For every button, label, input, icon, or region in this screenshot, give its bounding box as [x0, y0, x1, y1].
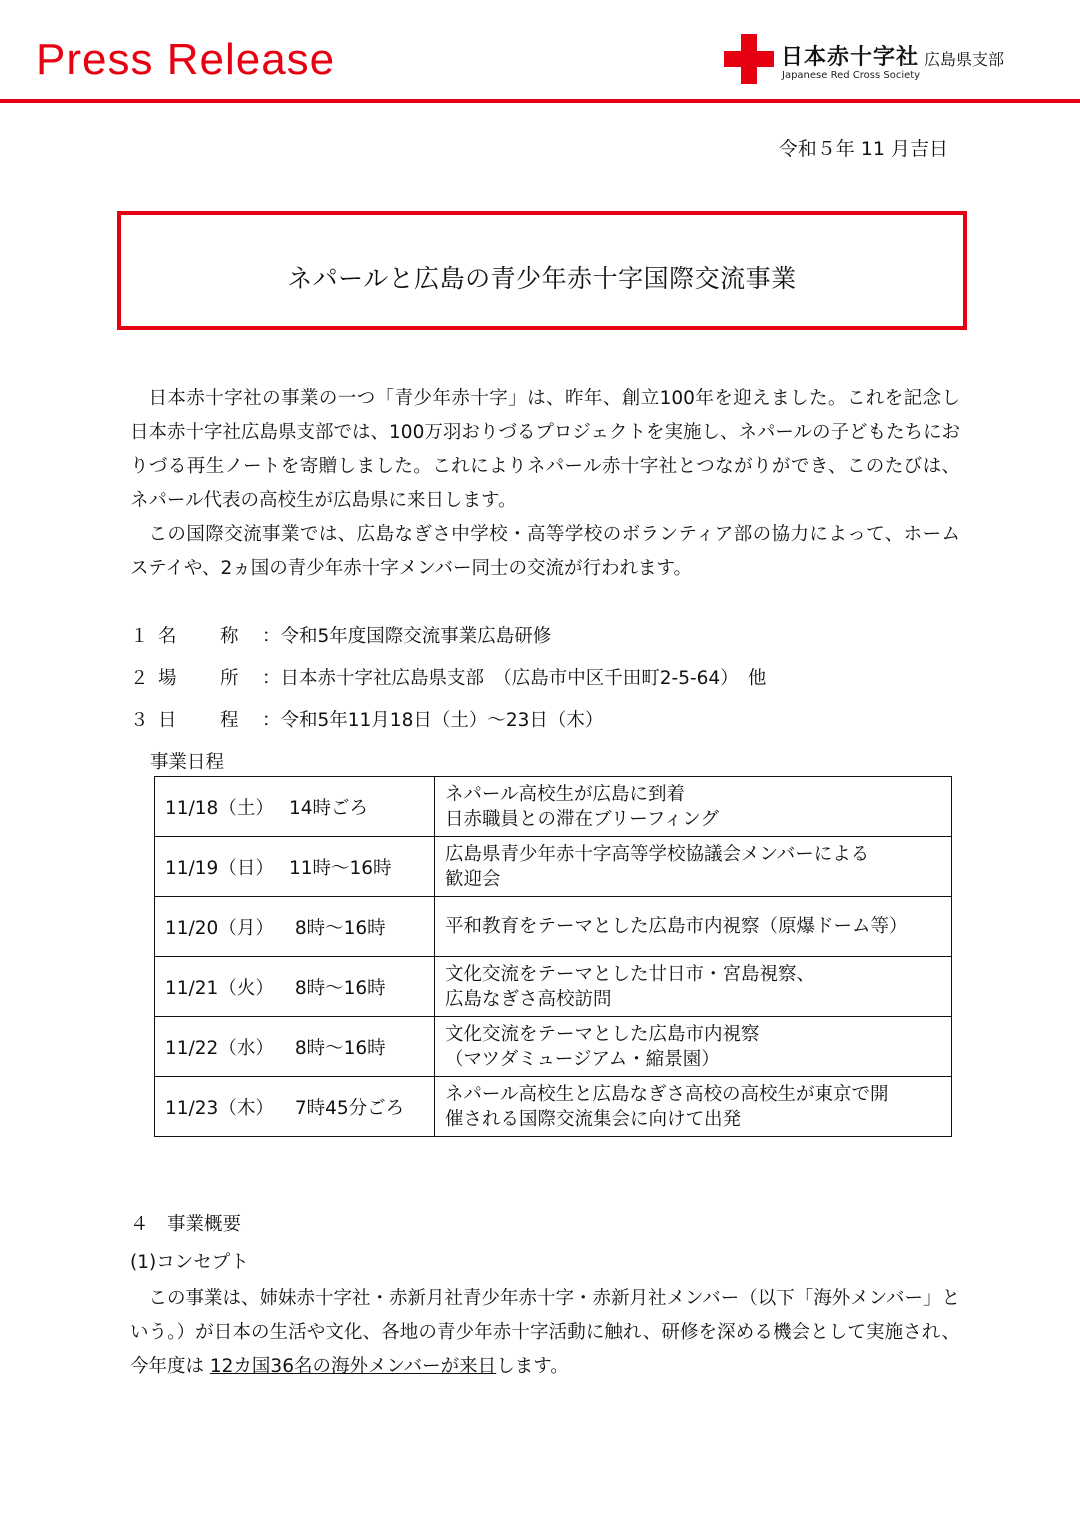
schedule-heading: 事業日程 [150, 752, 225, 773]
document-title: ネパールと広島の青少年赤十字国際交流事業 [287, 264, 797, 293]
concept-heading: (1)コンセプト [130, 1252, 249, 1273]
schedule-activity: 文化交流をテーマとした廿日市・宮島視察、 広島なぎさ高校訪問 [435, 957, 952, 1017]
red-cross-icon [724, 34, 774, 84]
section-4-heading: ４ 事業概要 [130, 1214, 242, 1235]
header-rule [0, 99, 1080, 103]
item-date: ３ 日 程 ：令和5年11月18日（土）～23日（木） [130, 710, 604, 731]
schedule-when: 11/22（水） 8時～16時 [155, 1017, 435, 1077]
release-date: 令和５年 11 月吉日 [778, 138, 948, 160]
org-name: 日本赤十字社 [781, 45, 920, 70]
item-place: ２ 場 所 ：日本赤十字社広島県支部 （広島市中区千田町2-5-64） 他 [130, 668, 767, 689]
item-name: １ 名 称 ：令和5年度国際交流事業広島研修 [130, 626, 552, 647]
schedule-when: 11/23（木） 7時45分ごろ [155, 1077, 435, 1137]
table-row [155, 1017, 952, 1077]
table-row [155, 837, 952, 897]
highlight-text: 12カ国36名の海外メンバーが来日 [209, 1356, 497, 1377]
concept-paragraph: この事業は、姉妹赤十字社・赤新月社青少年赤十字・赤新月社メンバー（以下「海外メンバー」という。）が日本の生活や文化、各地の青少年赤十字活動に触れ、研修を深める機会として実施され、今年度は 12カ国36名の海外メンバーが来日します。 [130, 1288, 960, 1377]
schedule-table [154, 776, 952, 1137]
table-row [155, 897, 952, 957]
schedule-activity: ネパール高校生が広島に到着 日赤職員との滞在ブリーフィング [435, 777, 952, 837]
press-release-title: Press Release [36, 35, 336, 84]
org-name-en: Japanese Red Cross Society [782, 70, 921, 81]
table-row [155, 957, 952, 1017]
schedule-when: 11/21（火） 8時～16時 [155, 957, 435, 1017]
schedule-activity: 広島県青少年赤十字高等学校協議会メンバーによる 歓迎会 [435, 837, 952, 897]
intro-paragraph-1: 日本赤十字社の事業の一つ「青少年赤十字」は、昨年、創立100年を迎えました。これを記念し日本赤十字社広島県支部では、100万羽おりづるプロジェクトを実施し、ネパールの子どもたちにおりづる再生ノートを寄贈しました。これによりネパール赤十字社とつながりができ、このたびは、ネパール代表の高校生が広島県に来日します。 [130, 388, 960, 511]
schedule-when: 11/18（土） 14時ごろ [155, 777, 435, 837]
table-row [155, 777, 952, 837]
table-row [155, 1077, 952, 1137]
intro-paragraph-2: この国際交流事業では、広島なぎさ中学校・高等学校のボランティア部の協力によって、ホームステイや、2ヵ国の青少年赤十字メンバー同士の交流が行われます。 [130, 524, 960, 579]
schedule-when: 11/20（月） 8時～16時 [155, 897, 435, 957]
schedule-activity: 平和教育をテーマとした広島市内視察（原爆ドーム等） [435, 897, 952, 957]
red-cross-logo [724, 34, 1024, 86]
schedule-activity: ネパール高校生と広島なぎさ高校の高校生が東京で開 催される国際交流集会に向けて出発 [435, 1077, 952, 1137]
schedule-when: 11/19（日） 11時～16時 [155, 837, 435, 897]
branch-name: 広島県支部 [924, 50, 1005, 69]
title-box [117, 211, 967, 330]
schedule-activity: 文化交流をテーマとした広島市内視察 （マツダミュージアム・縮景園） [435, 1017, 952, 1077]
